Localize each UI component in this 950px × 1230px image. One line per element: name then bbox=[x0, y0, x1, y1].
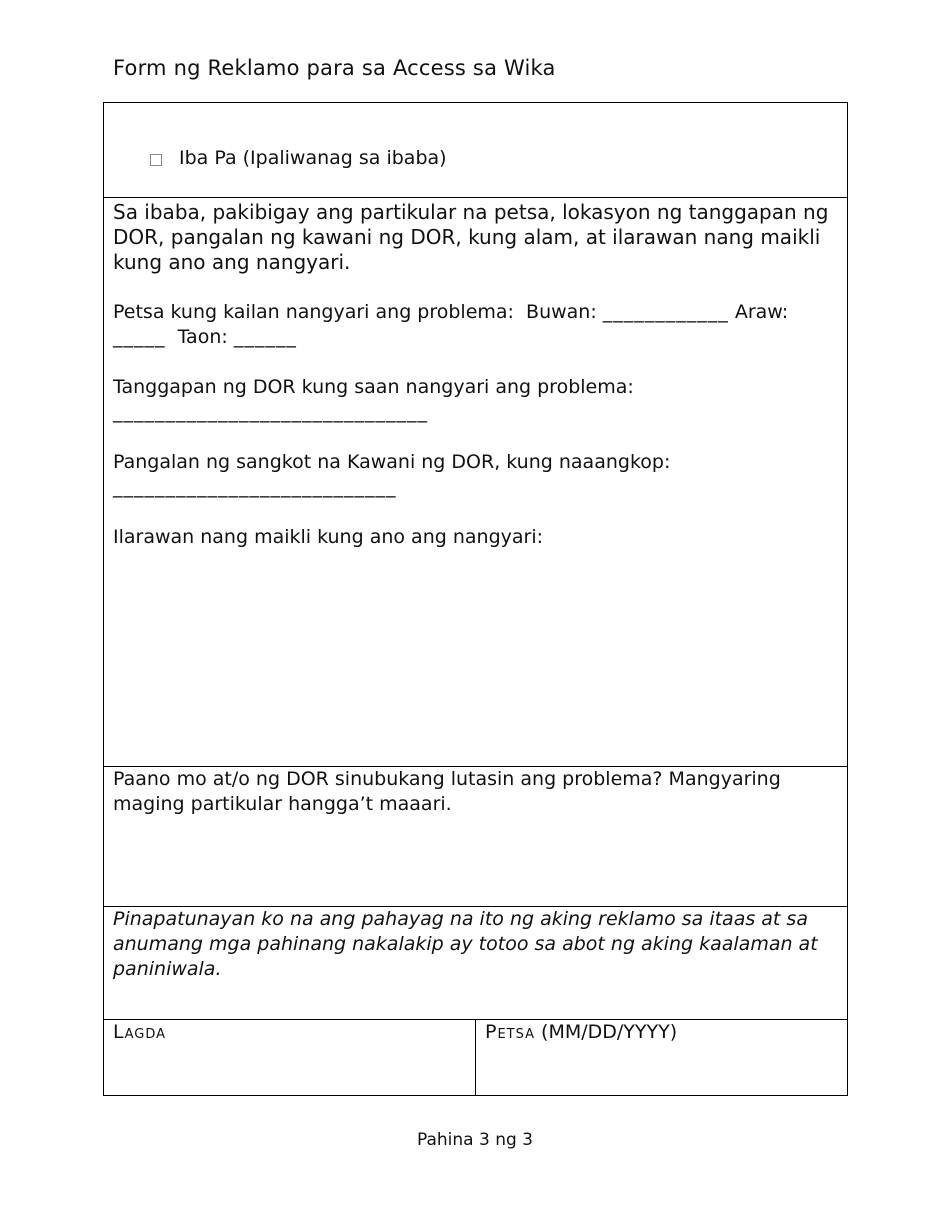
employee-input-blank[interactable]: ___________________________ bbox=[113, 476, 397, 498]
details-instructions: Sa ibaba, pakibigay ang partikular na petsa, lokasyon ng tanggapan ng DOR, pangalan ng kawani ng DOR, kung alam, at ilarawan nang maikli kung ano ang nangyari. bbox=[113, 200, 829, 274]
form-title: Form ng Reklamo para sa Access sa Wika bbox=[113, 56, 556, 80]
other-option-row bbox=[104, 103, 848, 198]
page-number: Pahina 3 ng 3 bbox=[416, 1130, 533, 1150]
attestation-row bbox=[104, 907, 848, 1020]
other-checkbox[interactable] bbox=[150, 154, 162, 166]
resolution-row[interactable] bbox=[104, 767, 848, 907]
other-option-label: Iba Pa (Ipaliwanag sa ibaba) bbox=[179, 147, 447, 169]
resolution-prompt: Paano mo at/o ng DOR sinubukang lutasin ang problema? Mangyaring maging partikular hangga’t maaari. bbox=[113, 768, 781, 815]
day-input-blank[interactable]: _____ bbox=[113, 326, 166, 348]
year-label: Taon: bbox=[177, 326, 228, 348]
date-format: (MM/DD/YYYY) bbox=[541, 1021, 678, 1043]
employee-field bbox=[113, 450, 838, 500]
date-field bbox=[113, 300, 838, 350]
office-prompt: Tanggapan ng DOR kung saan nangyari ang problema: bbox=[113, 376, 634, 398]
signature-label: Lagda bbox=[113, 1021, 166, 1043]
year-input-blank[interactable]: ______ bbox=[233, 326, 297, 348]
complaint-form-table bbox=[103, 102, 848, 1096]
date-cell[interactable] bbox=[476, 1020, 848, 1096]
month-input-blank[interactable]: ____________ bbox=[602, 301, 729, 323]
date-label: Petsa bbox=[485, 1021, 535, 1043]
attestation-text: Pinapatunayan ko na ang pahayag na ito ng aking reklamo sa itaas at sa anumang mga pahinang nakalakip ay totoo sa abot ng aking kaalaman at paniniwala. bbox=[113, 908, 818, 980]
signature-row bbox=[104, 1020, 848, 1096]
describe-field[interactable] bbox=[113, 525, 838, 550]
office-input-blank[interactable]: ______________________________ bbox=[113, 401, 428, 423]
month-label: Buwan: bbox=[526, 301, 597, 323]
signature-cell[interactable] bbox=[104, 1020, 476, 1096]
details-row bbox=[104, 198, 848, 767]
office-field bbox=[113, 375, 838, 425]
date-prompt: Petsa kung kailan nangyari ang problema: bbox=[113, 301, 514, 323]
employee-prompt: Pangalan ng sangkot na Kawani ng DOR, kung naaangkop: bbox=[113, 451, 671, 473]
day-label: Araw: bbox=[734, 301, 789, 323]
describe-prompt: Ilarawan nang maikli kung ano ang nangyari: bbox=[113, 526, 544, 548]
